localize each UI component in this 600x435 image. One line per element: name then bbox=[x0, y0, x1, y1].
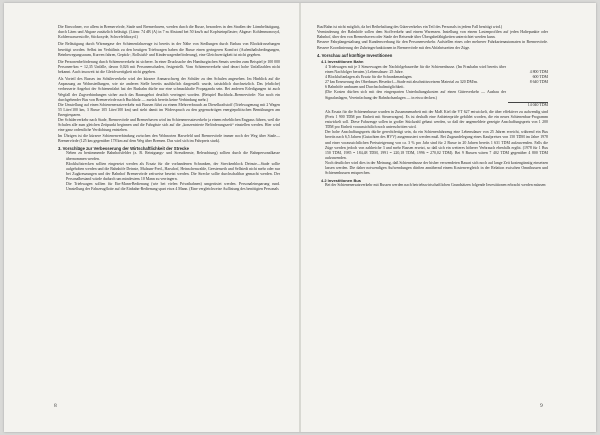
subsection-heading: 4.1 Investitionen Bahn bbox=[321, 59, 364, 65]
investment-item-text: 6 Bahnhöfe umbauen und Durchschaltmöglichkeit. bbox=[325, 85, 405, 90]
body-paragraph: Bei der Schienenersatzverkehr mit Bussen werden nach betriebswirtschaftlichen Grundsätzen folgende Investitionen erbracht werden müssen: bbox=[325, 183, 547, 188]
subsection-heading: 4.2 Investitionen Bus bbox=[321, 177, 362, 183]
body-paragraph: Der Schülerverkehr nach Stade, Bremervörde und Bremerhaven wird im Schienenersatzverkehr ja einem erheblichen Engpass führen, weil die Schulen alle zum gleichen Zeitpunkt beginnen und die Fahrgäste sich auf die „konzentrierte Beförderungszeit“ einstellen werden. Hier wird eine ganz ordentliche Verdichtung entstehen. bbox=[58, 118, 280, 133]
right-page bbox=[317, 25, 548, 189]
investment-item-value: 600 TDM bbox=[532, 75, 548, 80]
body-paragraph: Als Vorteil des Busses im Schülerverkehr wird der kürzere Anmarschweg der Schüler zu den Schulen angesehen. Im Hinblick auf die Anpassung an Wohnsiedlungen, wie sie anderen Stelle bereits ausführlich dargestellt wurde, tatsächlich durchsetzlich. Das (ehrliche) verbesserte Angebot der Schienenfahrt hat der Busbahn dürfte nur eine schmackhafte Propaganda sein. Bei anderen Erledigungen ist auch Wegfall der Zugverbindungen sicher auch das Bauzugebot deutlich verringert worden. (Beispiel Buchholz–Bremervörde: Nur noch ein durchgehender Bus von Bremervörde nach Buchholz — zurück bereits keine Verbindung mehr.) bbox=[58, 77, 280, 102]
body-paragraph: Die Belästigung durch Wärmegase der Schienenfahrzeuge ist bereits in der Nähe von Siedlungen durch Einbau von Blockdrosselungen beseitigt worden. Selbst im Verhältnis zu den heutigen Triebwagen haben die Busse einen geringeren Komfort (Aufenthaltsbedingungen, Beinbewegungsraum, Kurven fahren, Gepäck-, Rollstuhl- und Kinderwagenbeförderung), eine Gleichwertigkeit ist nicht gegeben. bbox=[58, 42, 280, 57]
investment-item-text: 4 Triebwagen mit je 3 Steuerwagen der Nachfolgebaureihe für die Schienenbusse. (Im Fraubahn wird bereits über einen Nachfolger beraten.) Lebensdauer: 25 Jahre. bbox=[325, 64, 506, 74]
body-paragraph: Verminderung der Bahnhöfe sollen dem Stoffverkehr und einem Warenzen. Instellung von einem Lastenprofilen auf jeden Haltepunkte oder Bahnhof, über den von Bremerhaven oder Stade der Reisende über Übergabefähigkeiten unterrichtet werden kann. bbox=[317, 30, 548, 40]
section-body bbox=[317, 110, 548, 177]
page-number: 9 bbox=[540, 403, 543, 409]
body-paragraph: Die Triebwagen sollten für Ein-Mann-Bedienung (wie bei vielen Privatbahnen) umgerüstet werden. Personaleinsparung rund. Umstellung der Fahrzeugflotte auf die Einbahn-Bedienung spart etwa 4 Mann. (Eine vergleichweise Auflistung des benötigten Personals bbox=[66, 182, 280, 192]
page-number: 8 bbox=[54, 403, 57, 409]
book-gutter bbox=[299, 3, 301, 432]
investment-item-text: 27 km Erneuerung des Oberbaues Hesedorf—Stade mit abschnittsweisem Material zu 320 DM/m. bbox=[325, 80, 478, 85]
section-heading: 3. Vorschläge zur Verbesserung der Wirtschaftlichkeit der Strecke bbox=[58, 145, 189, 151]
body-paragraph: Im Übrigen ist die kürzere Schienenverbindung zwischen den Wohnorten Harsefeld und Bremervörde immer noch der Weg über Stade—Bremervörde (125 km gegenüber 178 km auf dem Weg über Bremen. Das wird sich im Fahrpreis stark). bbox=[58, 133, 280, 143]
body-paragraph: Bessere Fahrplangestaltung und Kundenwerbung für den Personenverkehr. Aufstellen eines oder mehrerer Fahrkartenautomaten in Bremervörde. Bessere Koordinierung der Zubringerfunktionen in Bremervörde mit den Abfahrtszeiten der Züge. bbox=[317, 40, 548, 50]
investment-item bbox=[325, 65, 548, 75]
document-spread bbox=[4, 3, 596, 432]
section-heading: 4. Vorschau auf künftige Investitionen bbox=[317, 52, 393, 58]
body-paragraph: Der hohe Anschaffungspreis dürfte gerechtfertigt sein, da ein Schienenfahrzeug eine Lebensdauer von 25 Jahren erreicht, während ein Bus bereits nach 6,5 Jahren (Gutachten des HVV) ausgemustert werden muß. Bei Zugrundelegung eines Kaufpreises von 150 TDM im Jahre 1978 und einer voraussichtlichen Preissteigerung von ca. 3 % pro Jahr sind für 2 Busse in 20 Jahren bereits 1 631 TDM aufzuwenden. Falls die Züge werden jedoch von zahlreiche 3 und mehr Bussen ersetzt, so daß sich ein weiteres höherer Verbrauch ebenfalls ergibt. (1978 für 1 Bus 150 TDM, 1985 = 184,48 TDM, 1991 = 220,18 TDM, 1996 = 270,02 TDM). Bei 9 Bussen wären 7 402 TDM gegenüber 4 800 TDM aufzuwenden. bbox=[325, 130, 548, 160]
investment-item bbox=[325, 90, 548, 100]
investment-item-value: 4 800 TDM bbox=[529, 69, 548, 74]
body-paragraph: Neben zu bestimmende Bahnhofsfelder (z. B. Reinigungs- und Streudienste, Beleuchtung) sollten durch die Bahnpersonalkasse übernommen werden. bbox=[66, 151, 280, 161]
body-paragraph: Die Einwohner, vor allem in Bremervörde, Stade und Bremerhaven, werden durch die Busse, besonders in den Straßen der Lärmbelästigung, durch Lärm und Abgase zusätzlich belästigt. (Lärm: 74 dB (A) in 7 m Abstand bei 50 km/h auf Kopfsteinpflaster; Abgase: Kohlenmonoxyd, Kohlenwasserstoffe, Stickoxyde, Schwefeldioxyd.) bbox=[58, 25, 280, 40]
body-paragraph: Als Ersatz für die Schienenbusse wurden in Zusammenarbeit mit der MaK Kiel die VT 627 entwickelt, die über effektiver zu aufwendig sind (Preis 1 900 TDM pro Einheit mit Steuerwagen). Es ist deshalb eine Anbieterprüfe gebildet worden, die ein neues Schienenbus-Programm entwickelt soll. Diese Fahrzeuge sollen in großer Stückzahl gebaut werden, so daß der angemeldete gezeigte Anschaffungspreis von 1 200 TDM pro Einheit voraussichtlich noch unterschritten wird. bbox=[325, 109, 548, 130]
investment-total: 14 040 TDM bbox=[527, 102, 548, 107]
body-paragraph: Noch deutlicher wird dies in der Meinung, daß Schienenbusse der bisher verwendeten Bauart sich noch auf lange Zeit kostengünstig einsetzen lassen werden. Die daher notwendigen Aufwendungen dürften annähernd einem Kostenvergleich in der Relation zwischen Omnibussen und Schienenbussen entsprechen. bbox=[325, 161, 548, 176]
investment-item-text: (Die Kosten dürften sich mit den eingesparten Unterhaltungskosten auf einen Güterverkehr — Ausbau der Signalanlagen, Vereinfachung der Bahnhofsanlagen — in etwa decken.) bbox=[325, 90, 506, 100]
investment-list bbox=[325, 65, 548, 108]
body-paragraph: Die Umstellung auf einen Schienenersatzverkehr mit Bussen führt zu einem Mehrverbrauch an Dieselkraftstoff (Triebwagenzug mit 2 Wagen 55 Liter/100 km, 3 Busse 105 Liter/100 km) und steht damit im Widerspruch zu den gegenwärtigen energiepolitischen Bemühungen am Energiesparen. bbox=[58, 102, 280, 117]
section-body bbox=[317, 183, 548, 188]
section-body bbox=[58, 151, 280, 192]
body-paragraph: Blockluftstrecken sollten eingesetzt werden als Ersatz für die vorhandenen Schranken, der Streckenblock Deinste—Stade sollte aufgehoben werden und die Bahnhöfe Deinste, Mulsum-Fred., Harsdorf, Heinschenwalde, Geestenseth und Sellstedt nicht mehr oder nur bei Zugkreuzungen und der Bahnhof Bremervörde zeitweise besetzt werden. Die Strecke sollte durchschaltbar gemacht werden. Der Personalbestand würde dadurch um mindestens 10 Mann zu verringern. bbox=[66, 161, 280, 182]
body-paragraph: Bus/Bahn ist nicht möglich, da bei Beibehaltung des Güterverkehrs ein Teil des Personals in jedem Fall benötigt wird.) bbox=[317, 25, 503, 29]
body-paragraph: Die Personenbeförderung durch Schienenverkehr ist sicherer. In einer Drucksache des Hamburgischen Senats werden zum Beispiel je 100 000 Personen-km = 12,35 Unfälle, davon 0,026 mit Personenschaden, festgestellt. Vom Schienenverkehr sind derart hohe Unfallzahlen nicht bekannt. Auch insoweit ist die Gleichwertigkeit nicht gegeben. bbox=[58, 59, 280, 74]
left-page bbox=[58, 25, 280, 192]
investment-item-value: 8 640 TDM bbox=[529, 80, 548, 85]
investment-item-text: 4 Blockluftanlagen als Ersatz für die Schrankenanlagen. bbox=[325, 75, 413, 80]
